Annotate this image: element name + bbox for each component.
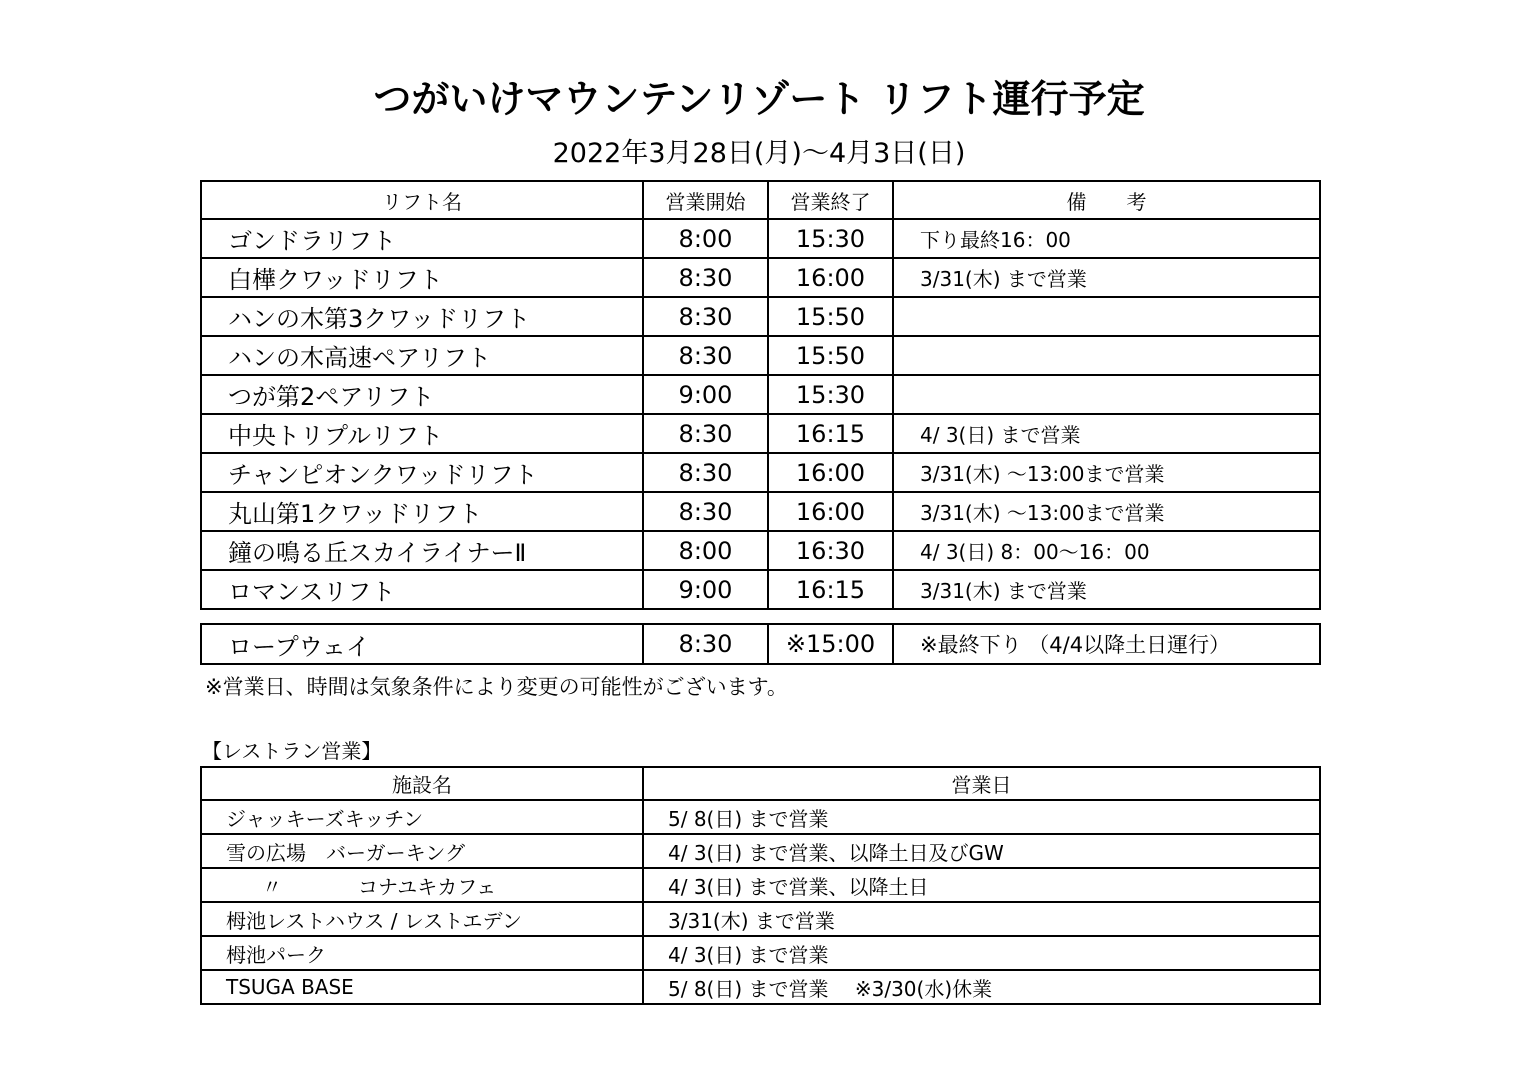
lift-note — [893, 375, 1320, 414]
ropeway-end-time: ※15:00 — [768, 624, 893, 664]
business-days: 5/ 8(日) まで営業 — [643, 800, 1320, 834]
start-time: 8:00 — [643, 531, 768, 570]
end-time: 16:00 — [768, 492, 893, 531]
facility-name: TSUGA BASE — [201, 970, 643, 1004]
lift-note — [893, 336, 1320, 375]
ditto-mark: 〃 — [262, 874, 282, 899]
restaurant-table — [200, 766, 1321, 1005]
lift-name: 鐘の鳴る丘スカイライナーⅡ — [201, 531, 643, 570]
lift-schedule-table — [200, 180, 1321, 610]
table-row — [201, 336, 1320, 375]
start-time: 8:30 — [643, 336, 768, 375]
end-time: 16:15 — [768, 414, 893, 453]
business-days: 4/ 3(日) まで営業、以降土日及びGW — [643, 834, 1320, 868]
header-start: 営業開始 — [643, 181, 768, 219]
table-header-row — [201, 767, 1320, 800]
end-time: 16:15 — [768, 570, 893, 609]
end-time: 15:30 — [768, 219, 893, 258]
table-row — [201, 902, 1320, 936]
facility-name: 栂池レストハウス / レストエデン — [201, 902, 643, 936]
end-time: 16:30 — [768, 531, 893, 570]
table-row — [201, 531, 1320, 570]
lift-note: 4/ 3(日) まで営業 — [893, 414, 1320, 453]
lift-name: チャンピオンクワッドリフト — [201, 453, 643, 492]
table-row — [201, 453, 1320, 492]
start-time: 8:00 — [643, 219, 768, 258]
start-time: 8:30 — [643, 453, 768, 492]
page-title: つがいけマウンテンリゾート リフト運行予定 — [373, 77, 1145, 121]
lift-note: 3/31(木) まで営業 — [893, 570, 1320, 609]
end-time: 15:50 — [768, 336, 893, 375]
business-days: 5/ 8(日) まで営業 ※3/30(水)休業 — [643, 970, 1320, 1004]
ropeway-start-time: 8:30 — [643, 624, 768, 664]
facility-name-cell — [201, 868, 643, 902]
weather-footnote: ※営業日、時間は気象条件により変更の可能性がございます。 — [205, 675, 788, 699]
ropeway-table — [200, 623, 1321, 665]
start-time: 8:30 — [643, 297, 768, 336]
lift-name: ハンの木高速ペアリフト — [201, 336, 643, 375]
date-range: 2022年3月28日(月)～4月3日(日) — [552, 138, 966, 169]
business-days: 3/31(木) まで営業 — [643, 902, 1320, 936]
lift-name: ゴンドラリフト — [201, 219, 643, 258]
start-time: 8:30 — [643, 492, 768, 531]
start-time: 9:00 — [643, 570, 768, 609]
lift-name: 中央トリプルリフト — [201, 414, 643, 453]
header-end: 営業終了 — [768, 181, 893, 219]
table-row — [201, 414, 1320, 453]
table-row — [201, 970, 1320, 1004]
facility-name: ジャッキーズキッチン — [201, 800, 643, 834]
lift-name: ハンの木第3クワッドリフト — [201, 297, 643, 336]
lift-name: 丸山第1クワッドリフト — [201, 492, 643, 531]
lift-note: 3/31(木) ～13:00まで営業 — [893, 453, 1320, 492]
table-row — [201, 297, 1320, 336]
end-time: 16:00 — [768, 453, 893, 492]
table-row — [201, 936, 1320, 970]
header-lift-name: リフト名 — [201, 181, 643, 219]
table-row — [201, 258, 1320, 297]
start-time: 8:30 — [643, 414, 768, 453]
table-row — [201, 219, 1320, 258]
lift-name: つが第2ペアリフト — [201, 375, 643, 414]
table-row — [201, 492, 1320, 531]
lift-name: 白樺クワッドリフト — [201, 258, 643, 297]
business-days: 4/ 3(日) まで営業 — [643, 936, 1320, 970]
business-days: 4/ 3(日) まで営業、以降土日 — [643, 868, 1320, 902]
table-row — [201, 624, 1320, 664]
header-business-days: 営業日 — [643, 767, 1320, 800]
end-time: 15:30 — [768, 375, 893, 414]
lift-note — [893, 297, 1320, 336]
start-time: 8:30 — [643, 258, 768, 297]
table-row — [201, 868, 1320, 902]
lift-note: 3/31(木) ～13:00まで営業 — [893, 492, 1320, 531]
table-row — [201, 375, 1320, 414]
restaurant-section-heading: 【レストラン営業】 — [202, 739, 382, 763]
end-time: 15:50 — [768, 297, 893, 336]
facility-name: 雪の広場 バーガーキング — [201, 834, 643, 868]
facility-name: 栂池パーク — [201, 936, 643, 970]
lift-note: 下り最終16：00 — [893, 219, 1320, 258]
table-row — [201, 800, 1320, 834]
table-row — [201, 570, 1320, 609]
table-row — [201, 834, 1320, 868]
lift-note: 3/31(木) まで営業 — [893, 258, 1320, 297]
table-header-row — [201, 181, 1320, 219]
facility-name: コナユキカフェ — [358, 874, 497, 899]
ropeway-note: ※最終下り （4/4以降土日運行） — [893, 624, 1320, 664]
ropeway-name: ロープウェイ — [201, 624, 643, 664]
header-note: 備 考 — [893, 181, 1320, 219]
start-time: 9:00 — [643, 375, 768, 414]
end-time: 16:00 — [768, 258, 893, 297]
lift-note: 4/ 3(日) 8：00～16：00 — [893, 531, 1320, 570]
lift-name: ロマンスリフト — [201, 570, 643, 609]
header-facility-name: 施設名 — [201, 767, 643, 800]
